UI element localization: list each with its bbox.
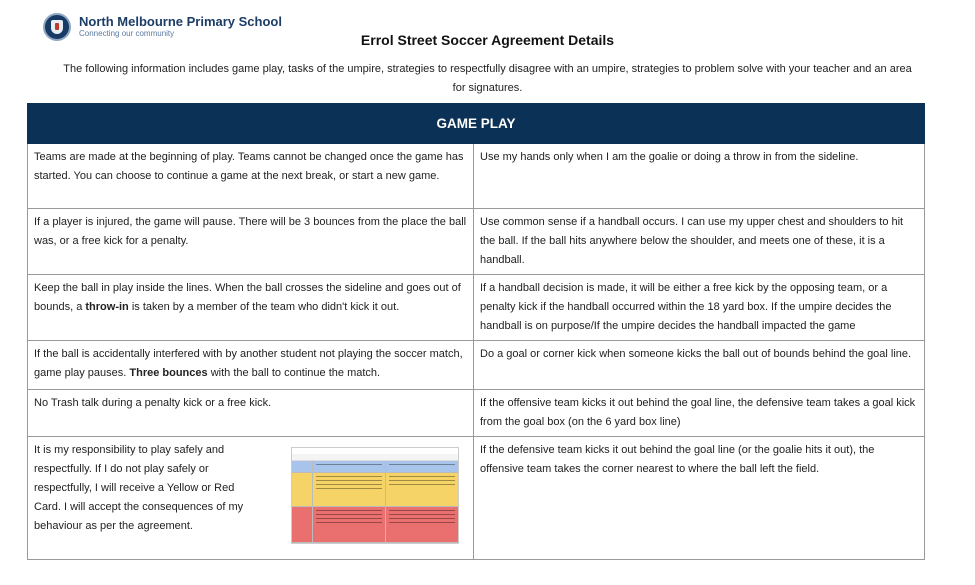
rule-cell: If a player is injured, the game will pause. There will be 3 bounces from the place the ball was, or a free kick for a penalty. bbox=[28, 209, 474, 275]
table-row bbox=[28, 275, 925, 341]
page-header bbox=[0, 0, 975, 64]
table-row bbox=[28, 341, 925, 390]
consequences-table-thumbnail bbox=[291, 447, 459, 544]
game-play-table bbox=[27, 103, 925, 560]
table-row bbox=[28, 437, 925, 560]
page-title: Errol Street Soccer Agreement Details bbox=[360, 32, 615, 48]
rule-cell: Use common sense if a handball occurs. I can use my upper chest and shoulders to hit the ball. If the ball hits anywhere below the shoulder, and meets one of these, it is a handball. bbox=[474, 209, 925, 275]
school-name: North Melbourne Primary School bbox=[79, 14, 282, 29]
rule-text: If the ball is accidentally interfered with by another student not playing the soccer match, game play pauses. bbox=[34, 348, 463, 379]
rule-cell: No Trash talk during a penalty kick or a free kick. bbox=[28, 390, 474, 437]
rule-cell bbox=[28, 437, 474, 560]
table-row bbox=[28, 209, 925, 275]
rule-keyword: throw-in bbox=[85, 301, 129, 313]
table-row bbox=[28, 390, 925, 437]
game-play-heading: GAME PLAY bbox=[28, 104, 925, 144]
rule-cell: Use my hands only when I am the goalie or doing a throw in from the sideline. bbox=[474, 144, 925, 209]
rule-text: is taken by a member of the team who didn't kick it out. bbox=[128, 301, 400, 313]
rule-cell: Teams are made at the beginning of play. Teams cannot be changed once the game has started. You can choose to continue a game at the next break, or start a new game. bbox=[28, 144, 474, 209]
rule-text: Keep the ball in play inside the lines. When the ball crosses the sideline and goes out of bounds, a bbox=[34, 282, 461, 313]
rule-keyword: Three bounces bbox=[129, 367, 208, 379]
rule-with-image bbox=[34, 441, 467, 544]
school-tagline: Connecting our community bbox=[79, 29, 175, 38]
rule-cell: If the defensive team kicks it out behind the goal line (or the goalie hits it out), the offensive team takes the corner nearest to where the ball left the field. bbox=[474, 437, 925, 560]
rule-cell: If a handball decision is made, it will be either a free kick by the opposing team, or a penalty kick if the handball occurred within the 18 yard box. If the umpire decides the handball is on purpose/If the umpire decides the handball impacted the game bbox=[474, 275, 925, 341]
table-row bbox=[28, 144, 925, 209]
rule-text: It is my responsibility to play safely and respectfully. If I do not play safely or respectfully, I will receive a Yellow or Red Card. I will accept the consequences of my behaviour as per the agreement. bbox=[34, 444, 244, 532]
rule-text: with the ball to continue the match. bbox=[207, 367, 381, 379]
intro-text: The following information includes game play, tasks of the umpire, strategies to respectfully disagree with an umpire, strategies to problem solve with your teacher and an area for signatures. bbox=[63, 63, 912, 94]
rule-cell: Do a goal or corner kick when someone kicks the ball out of bounds behind the goal line. bbox=[474, 341, 925, 390]
rule-cell bbox=[28, 341, 474, 390]
rule-cell: If the offensive team kicks it out behind the goal line, the defensive team takes a goal kick from the goal box (on the 6 yard box line) bbox=[474, 390, 925, 437]
rule-cell bbox=[28, 275, 474, 341]
